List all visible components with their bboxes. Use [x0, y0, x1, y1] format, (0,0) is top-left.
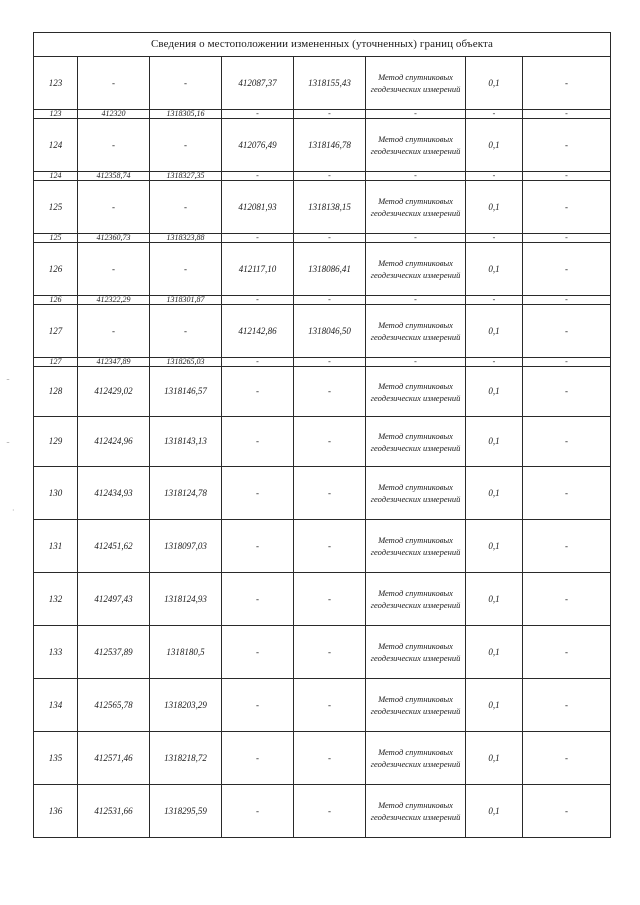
- table-row: [34, 172, 611, 181]
- existing-x-cell: 412347,89: [78, 358, 150, 367]
- method-cell: Метод спутниковых геодезических измерений: [366, 57, 466, 110]
- method-cell: -: [366, 296, 466, 305]
- table-row: [34, 573, 611, 626]
- table-row: [34, 234, 611, 243]
- existing-y-cell: 1318146,57: [150, 367, 222, 417]
- method-cell: Метод спутниковых геодезических измерений: [366, 626, 466, 679]
- new-x-cell: -: [222, 110, 294, 119]
- description-cell: -: [523, 417, 611, 467]
- method-cell: Метод спутниковых геодезических измерений: [366, 243, 466, 296]
- accuracy-cell: 0,1: [466, 732, 523, 785]
- existing-x-cell: -: [78, 57, 150, 110]
- description-cell: -: [523, 110, 611, 119]
- description-cell: -: [523, 467, 611, 520]
- description-cell: -: [523, 732, 611, 785]
- table-row: [34, 181, 611, 234]
- existing-y-cell: 1318143,13: [150, 417, 222, 467]
- new-x-cell: -: [222, 520, 294, 573]
- margin-mark: ˜: [6, 378, 10, 387]
- description-cell: -: [523, 119, 611, 172]
- accuracy-cell: 0,1: [466, 626, 523, 679]
- accuracy-cell: 0,1: [466, 679, 523, 732]
- method-cell: Метод спутниковых геодезических измерений: [366, 679, 466, 732]
- new-y-cell: -: [294, 417, 366, 467]
- table-row: [34, 732, 611, 785]
- new-y-cell: -: [294, 172, 366, 181]
- new-x-cell: -: [222, 573, 294, 626]
- new-y-cell: -: [294, 358, 366, 367]
- existing-x-cell: 412565,78: [78, 679, 150, 732]
- existing-y-cell: 1318323,88: [150, 234, 222, 243]
- new-y-cell: -: [294, 110, 366, 119]
- accuracy-cell: -: [466, 172, 523, 181]
- point-number-cell: 134: [34, 679, 78, 732]
- existing-y-cell: 1318265,03: [150, 358, 222, 367]
- table-row: [34, 679, 611, 732]
- point-number-cell: 131: [34, 520, 78, 573]
- existing-x-cell: 412360,73: [78, 234, 150, 243]
- method-cell: Метод спутниковых геодезических измерений: [366, 573, 466, 626]
- point-number-cell: 125: [34, 234, 78, 243]
- description-cell: -: [523, 296, 611, 305]
- method-cell: -: [366, 110, 466, 119]
- accuracy-cell: 0,1: [466, 57, 523, 110]
- description-cell: -: [523, 785, 611, 838]
- accuracy-cell: -: [466, 234, 523, 243]
- boundary-coordinates-table: [33, 32, 611, 838]
- existing-y-cell: 1318327,35: [150, 172, 222, 181]
- accuracy-cell: 0,1: [466, 573, 523, 626]
- existing-y-cell: 1318218,72: [150, 732, 222, 785]
- new-y-cell: -: [294, 732, 366, 785]
- existing-y-cell: -: [150, 243, 222, 296]
- existing-x-cell: 412497,43: [78, 573, 150, 626]
- new-y-cell: 1318046,50: [294, 305, 366, 358]
- new-y-cell: -: [294, 573, 366, 626]
- existing-y-cell: 1318124,78: [150, 467, 222, 520]
- new-x-cell: -: [222, 234, 294, 243]
- existing-x-cell: -: [78, 181, 150, 234]
- point-number-cell: 135: [34, 732, 78, 785]
- new-y-cell: -: [294, 296, 366, 305]
- table-row: [34, 358, 611, 367]
- table-row: [34, 110, 611, 119]
- existing-y-cell: -: [150, 181, 222, 234]
- description-cell: -: [523, 305, 611, 358]
- accuracy-cell: 0,1: [466, 785, 523, 838]
- new-y-cell: -: [294, 467, 366, 520]
- table-row: [34, 119, 611, 172]
- new-y-cell: 1318086,41: [294, 243, 366, 296]
- new-y-cell: -: [294, 520, 366, 573]
- point-number-cell: 123: [34, 57, 78, 110]
- point-number-cell: 129: [34, 417, 78, 467]
- table-row: [34, 243, 611, 296]
- new-x-cell: -: [222, 172, 294, 181]
- existing-x-cell: 412434,93: [78, 467, 150, 520]
- new-x-cell: 412117,10: [222, 243, 294, 296]
- new-x-cell: 412076,49: [222, 119, 294, 172]
- existing-x-cell: 412424,96: [78, 417, 150, 467]
- margin-mark: ˜: [6, 441, 10, 450]
- description-cell: -: [523, 679, 611, 732]
- accuracy-cell: 0,1: [466, 467, 523, 520]
- accuracy-cell: -: [466, 296, 523, 305]
- existing-y-cell: 1318097,03: [150, 520, 222, 573]
- new-x-cell: -: [222, 467, 294, 520]
- existing-x-cell: 412537,89: [78, 626, 150, 679]
- point-number-cell: 132: [34, 573, 78, 626]
- existing-x-cell: 412358,74: [78, 172, 150, 181]
- new-y-cell: 1318155,43: [294, 57, 366, 110]
- accuracy-cell: -: [466, 358, 523, 367]
- table-row: [34, 417, 611, 467]
- method-cell: Метод спутниковых геодезических измерений: [366, 520, 466, 573]
- table-header-row: [34, 33, 611, 57]
- method-cell: Метод спутниковых геодезических измерений: [366, 732, 466, 785]
- description-cell: -: [523, 626, 611, 679]
- method-cell: Метод спутниковых геодезических измерений: [366, 119, 466, 172]
- description-cell: -: [523, 181, 611, 234]
- point-number-cell: 127: [34, 358, 78, 367]
- new-x-cell: 412087,37: [222, 57, 294, 110]
- new-y-cell: 1318138,15: [294, 181, 366, 234]
- method-cell: Метод спутниковых геодезических измерений: [366, 417, 466, 467]
- table-row: [34, 520, 611, 573]
- existing-x-cell: -: [78, 243, 150, 296]
- method-cell: Метод спутниковых геодезических измерений: [366, 181, 466, 234]
- new-x-cell: 412142,86: [222, 305, 294, 358]
- point-number-cell: 127: [34, 305, 78, 358]
- method-cell: Метод спутниковых геодезических измерений: [366, 367, 466, 417]
- table-row: [34, 467, 611, 520]
- new-x-cell: -: [222, 417, 294, 467]
- existing-x-cell: 412451,62: [78, 520, 150, 573]
- existing-y-cell: 1318295,59: [150, 785, 222, 838]
- description-cell: -: [523, 358, 611, 367]
- new-y-cell: -: [294, 367, 366, 417]
- method-cell: Метод спутниковых геодезических измерений: [366, 305, 466, 358]
- accuracy-cell: 0,1: [466, 181, 523, 234]
- point-number-cell: 123: [34, 110, 78, 119]
- table-row: [34, 367, 611, 417]
- existing-x-cell: 412531,66: [78, 785, 150, 838]
- table-row: [34, 785, 611, 838]
- description-cell: -: [523, 172, 611, 181]
- existing-y-cell: 1318124,93: [150, 573, 222, 626]
- new-y-cell: -: [294, 626, 366, 679]
- description-cell: -: [523, 243, 611, 296]
- accuracy-cell: 0,1: [466, 305, 523, 358]
- existing-x-cell: -: [78, 119, 150, 172]
- point-number-cell: 124: [34, 172, 78, 181]
- existing-x-cell: 412320: [78, 110, 150, 119]
- description-cell: -: [523, 234, 611, 243]
- existing-x-cell: 412322,29: [78, 296, 150, 305]
- accuracy-cell: 0,1: [466, 520, 523, 573]
- existing-y-cell: -: [150, 119, 222, 172]
- new-x-cell: -: [222, 358, 294, 367]
- point-number-cell: 126: [34, 296, 78, 305]
- table-row: [34, 296, 611, 305]
- existing-y-cell: 1318180,5: [150, 626, 222, 679]
- table-row: [34, 305, 611, 358]
- method-cell: -: [366, 234, 466, 243]
- point-number-cell: 126: [34, 243, 78, 296]
- point-number-cell: 130: [34, 467, 78, 520]
- existing-y-cell: 1318305,16: [150, 110, 222, 119]
- new-x-cell: -: [222, 679, 294, 732]
- existing-y-cell: 1318301,87: [150, 296, 222, 305]
- method-cell: -: [366, 172, 466, 181]
- existing-x-cell: 412571,46: [78, 732, 150, 785]
- new-x-cell: -: [222, 732, 294, 785]
- table-row: [34, 57, 611, 110]
- new-y-cell: -: [294, 785, 366, 838]
- point-number-cell: 133: [34, 626, 78, 679]
- new-y-cell: -: [294, 679, 366, 732]
- new-y-cell: -: [294, 234, 366, 243]
- accuracy-cell: 0,1: [466, 417, 523, 467]
- table-body: [34, 33, 611, 838]
- accuracy-cell: 0,1: [466, 119, 523, 172]
- new-x-cell: -: [222, 785, 294, 838]
- point-number-cell: 136: [34, 785, 78, 838]
- method-cell: Метод спутниковых геодезических измерений: [366, 467, 466, 520]
- new-y-cell: 1318146,78: [294, 119, 366, 172]
- existing-x-cell: -: [78, 305, 150, 358]
- point-number-cell: 125: [34, 181, 78, 234]
- description-cell: -: [523, 520, 611, 573]
- existing-y-cell: 1318203,29: [150, 679, 222, 732]
- existing-x-cell: 412429,02: [78, 367, 150, 417]
- description-cell: -: [523, 367, 611, 417]
- description-cell: -: [523, 57, 611, 110]
- new-x-cell: 412081,93: [222, 181, 294, 234]
- method-cell: Метод спутниковых геодезических измерений: [366, 785, 466, 838]
- margin-mark: ·: [12, 506, 15, 515]
- description-cell: -: [523, 573, 611, 626]
- new-x-cell: -: [222, 367, 294, 417]
- new-x-cell: -: [222, 296, 294, 305]
- table-row: [34, 626, 611, 679]
- point-number-cell: 128: [34, 367, 78, 417]
- accuracy-cell: 0,1: [466, 243, 523, 296]
- new-x-cell: -: [222, 626, 294, 679]
- table-title: Сведения о местоположении измененных (уточненных) границ объекта: [34, 33, 611, 57]
- accuracy-cell: 0,1: [466, 367, 523, 417]
- existing-y-cell: -: [150, 305, 222, 358]
- accuracy-cell: -: [466, 110, 523, 119]
- existing-y-cell: -: [150, 57, 222, 110]
- method-cell: -: [366, 358, 466, 367]
- point-number-cell: 124: [34, 119, 78, 172]
